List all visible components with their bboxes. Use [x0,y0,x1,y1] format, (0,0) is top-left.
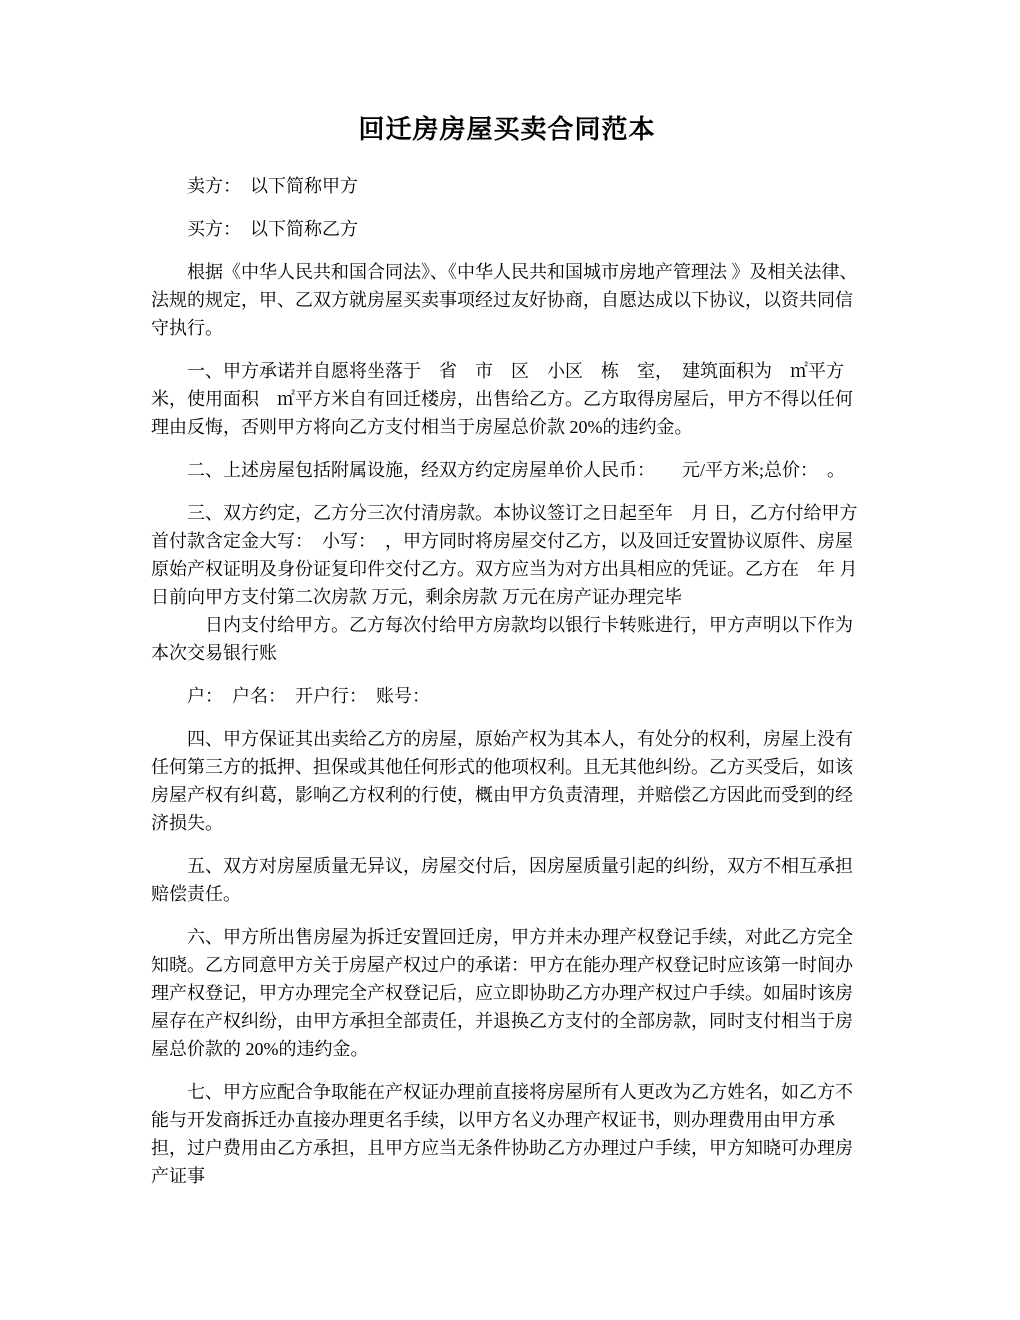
bank-account-line: 户： 户名： 开户行： 账号： [187,686,430,706]
party-seller-line: 卖方： 以下简称甲方 [187,176,358,196]
party-buyer-line: 买方： 以下简称乙方 [187,219,358,239]
clause-1-paragraph: 一、甲方承诺并自愿将坐落于 省 市 区 小区 栋 室， 建筑面积为 ㎡平方米，使用面积 ㎡平方米自有回迁楼房，出售给乙方。乙方取得房屋后，甲方不得以任何理由反悔，否则甲方将向乙方支付相当于房屋总价款 20%的违约金。 [151,361,853,437]
clause-7-paragraph: 七、甲方应配合争取能在产权证办理前直接将房屋所有人更改为乙方姓名，如乙方不能与开发商拆迁办直接办理更名手续，以甲方名义办理产权证书，则办理费用由甲方承担，过户费用由乙方承担，且甲方应当无条件协助乙方办理过户手续，甲方知晓可办理房产证事 [151,1082,853,1186]
clause-2-paragraph: 二、上述房屋包括附属设施，经双方约定房屋单价人民币： 元/平方米;总价： 。 [187,460,845,480]
clause-4-paragraph: 四、甲方保证其出卖给乙方的房屋，原始产权为其本人，有处分的权利，房屋上没有任何第三方的抵押、担保或其他任何形式的他项权利。且无其他纠纷。乙方买受后，如该房屋产权有纠葛，影响乙方权利的行使，概由甲方负责清理，并赔偿乙方因此而受到的经济损失。 [151,729,853,833]
document-title: 回迁房房屋买卖合同范本 [358,115,656,144]
clause-6-paragraph: 六、甲方所出售房屋为拆迁安置回迁房，甲方并未办理产权登记手续，对此乙方完全知晓。乙方同意甲方关于房屋产权过户的承诺：甲方在能办理产权登记时应该第一时间办理产权登记，甲方办理完全产权登记后，应立即协助乙方办理产权过户手续。如届时该房屋存在产权纠纷，由甲方承担全部责任，并退换乙方支付的全部房款，同时支付相当于房屋总价款的 20%的违约金。 [151,927,853,1059]
preamble-paragraph: 根据《中华人民共和国合同法》、《中华人民共和国城市房地产管理法 》及相关法律、法规的规定，甲、乙双方就房屋买卖事项经过友好协商，自愿达成以下协议，以资共同信守执行。 [151,262,858,338]
clause-3-paragraph: 三、双方约定，乙方分三次付清房款。本协议签订之日起至年 月 日，乙方付给甲方首付款含定金大写： 小写： ，甲方同时将房屋交付乙方，以及回迁安置协议原件、房屋原始产权证明及身份证复印件交付乙方。双方应当为对方出具相应的凭证。乙方在 年 月日前向甲方支付第二次房款 万元，剩余房款 万元在房产证办理完毕 [151,503,858,607]
clause-3-continuation-paragraph: 日内支付给甲方。乙方每次付给甲方房款均以银行卡转账进行，甲方声明以下作为本次交易银行账 [151,615,853,663]
document-content [151,112,863,1205]
clause-5-paragraph: 五、双方对房屋质量无异议，房屋交付后，因房屋质量引起的纠纷，双方不相互承担赔偿责任。 [151,856,853,904]
